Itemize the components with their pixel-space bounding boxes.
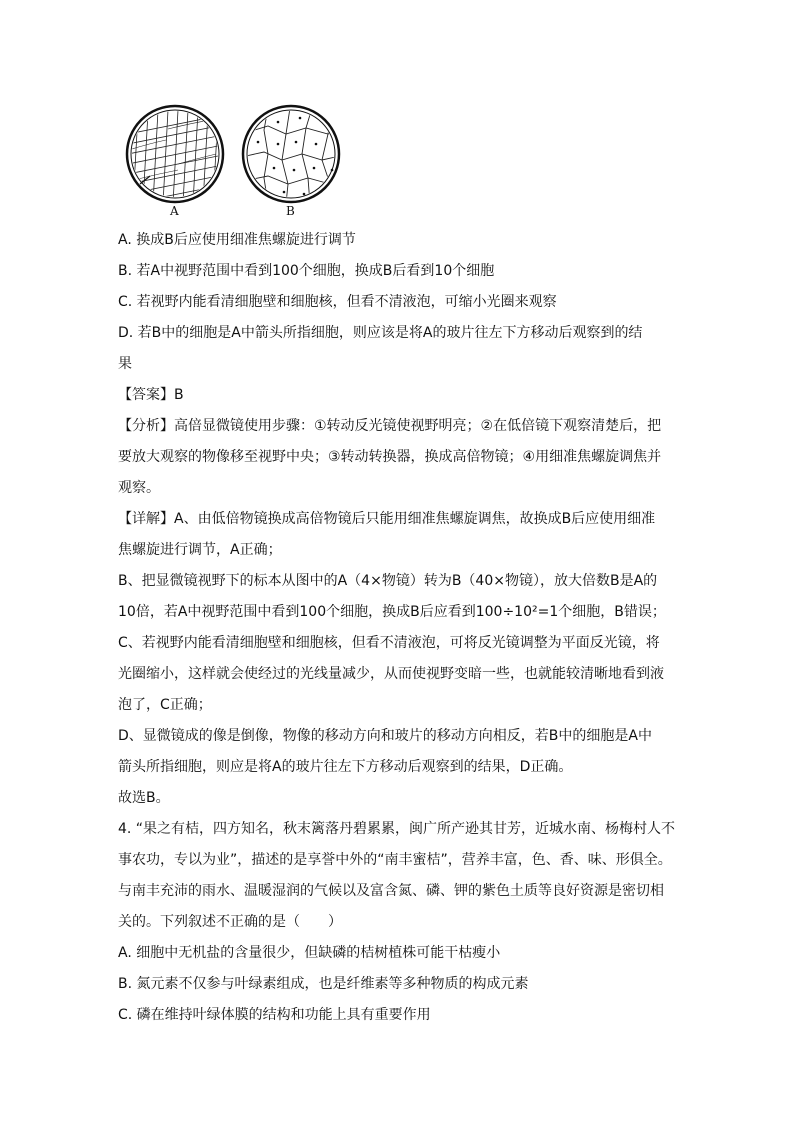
q4-stem-line: 事农功，专以为业”，描述的是享誉中外的“南丰蜜桔”，营养丰富，色、香、味、形俱全。 [118, 852, 672, 868]
answer: 【答案】B [118, 387, 184, 403]
detail-line: 泡了，C正确； [118, 697, 212, 713]
detail-line: 故选B。 [118, 790, 170, 806]
detail-line: 光圈缩小，这样就会使经过的光线量减少，从而使视野变暗一些，也就能较清晰地看到液 [118, 666, 664, 682]
q4-option-c: C. 磷在维持叶绿体膜的结构和功能上具有重要作用 [118, 1007, 431, 1023]
q4-stem-line: 关的。下列叙述不正确的是（ ） [118, 914, 342, 930]
microscope-field-figure [118, 104, 348, 220]
question-3-options [118, 225, 678, 1031]
analysis-line: 【分析】高倍显微镜使用步骤：①转动反光镜使视野明亮；②在低倍镜下观察清楚后，把 [118, 418, 662, 434]
option-d: D. 若B中的细胞是A中箭头所指细胞，则应该是将A的玻片往左下方移动后观察到的结 [118, 325, 643, 341]
field-a-label: A [170, 204, 179, 218]
option-c: C. 若视野内能看清细胞壁和细胞核，但看不清液泡，可缩小光圈来观察 [118, 294, 557, 310]
field-b-drawing [243, 106, 340, 204]
option-d-continued: 果 [118, 356, 132, 372]
q4-option-b: B. 氮元素不仅参与叶绿素组成，也是纤维素等多种物质的构成元素 [118, 976, 529, 992]
detail-line: 10倍，若A中视野范围中看到100个细胞，换成B后应看到100÷10²=1个细胞，B错误； [118, 604, 666, 620]
field-b-label: B [286, 204, 295, 218]
field-a-drawing [127, 106, 228, 204]
q4-stem-line: 4. “果之有桔，四方知名，秋末篱落丹碧累累，闽广所产逊其甘芳，近城水南、杨梅村人不 [118, 821, 676, 837]
detail-line: D、显微镜成的像是倒像，物像的移动方向和玻片的移动方向相反，若B中的细胞是A中 [118, 728, 652, 744]
detail-line: 【详解】A、由低倍物镜换成高倍物镜后只能用细准焦螺旋调焦，故换成B后应使用细准 [118, 511, 656, 527]
analysis-line: 观察。 [118, 480, 160, 496]
microscope-fields-drawing [118, 104, 348, 204]
detail-line: B、把显微镜视野下的标本从图中的A（4×物镜）转为B（40×物镜），放大倍数B是A的 [118, 573, 658, 589]
detail-line: 焦螺旋进行调节，A正确； [118, 542, 282, 558]
detail-line: 箭头所指细胞，则应是将A的玻片往左下方移动后观察到的结果，D正确。 [118, 759, 573, 775]
q4-stem-line: 与南丰充沛的雨水、温暖湿润的气候以及富含氮、磷、钾的紫色土质等良好资源是密切相 [118, 883, 664, 899]
option-a: A. 换成B后应使用细准焦螺旋进行调节 [118, 232, 356, 248]
q4-option-a: A. 细胞中无机盐的含量很少，但缺磷的桔树植株可能干枯瘦小 [118, 945, 501, 961]
detail-line: C、若视野内能看清细胞壁和细胞核，但看不清液泡，可将反光镜调整为平面反光镜，将 [118, 635, 660, 651]
analysis-line: 要放大观察的物像移至视野中央；③转动转换器，换成高倍物镜；④用细准焦螺旋调焦并 [118, 449, 662, 465]
option-b: B. 若A中视野范围中看到100个细胞，换成B后看到10个细胞 [118, 263, 495, 279]
